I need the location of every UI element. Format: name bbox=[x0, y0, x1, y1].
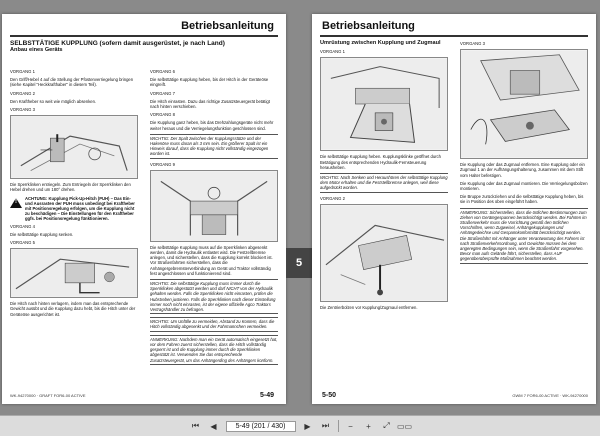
figure-lever bbox=[10, 115, 138, 179]
body-text: Die Kupplung oder das Zugmaul entfernen. Eine Kupplung oder ein Zugmaul 1 an der Aufhängungshalterung, zusammen mit dem Stift vom Halter befestigen. bbox=[460, 162, 585, 178]
important-note: WICHTIG: Die selbsttätige Kupplung muss immer durch die Sperrklinken abgestützt werden und darf NICHT von der Hydraulik gehalten werden. Falls die Sperrklinken nicht einrasten, prüfen die Hubstreben justieren. Falls die Sperrklinken nach dieser Einstellung immer noch nicht einrasten, ist der eigene offizielle Agco Traktors Vertragshändler zu befragen. bbox=[150, 279, 278, 314]
page-title: Betriebsanleitung bbox=[181, 20, 274, 32]
figure-caption: Die Zentrierbolzen vor Kupplung/Zugmaul entfernen. bbox=[320, 304, 418, 310]
step-text: Den Kraftheber so weit wie möglich absenken. bbox=[10, 98, 97, 104]
two-page-view-icon[interactable]: ▭▭ bbox=[396, 421, 413, 431]
figure-caption: Die Hitch nach hinten verlagern, indem man das entsprechende Gewicht ausübt und die Kupplung dazu hebt, bis die Hitch unter der Geräteöse ausgerichtet ist. bbox=[10, 301, 136, 317]
fit-page-icon[interactable]: ⤢ bbox=[383, 421, 390, 430]
previous-page-icon[interactable]: ◀ bbox=[210, 421, 217, 431]
note-block: ANMERKUNG: Sicherstellen, dass die örtlichen Bestimmungen zum Ziehen von Gerätegespannen berücksichtigt werden. Bei Fahrten im Straßenverkehr muss die Vorrichtung gemäß den örtlichen Vorschriften, wenn Zugweisel, Anhängekupplungen und Anhängedeichse und Gespannkonformität berücksichtigt werden. Die Straßenfahrt mit Anhänger unter Verantwortung des Fahrers ist nach Straßenverkehrsordnung, und Gewichte müssen bei dem angeregten Bedingungen sein, wenn die Straßenfahrt vorgesehen. Bevor man aufs Gelände fährt, sicherstellen, dass AUF gegenüberüberprüfte Maßnahmen beachtet werden. bbox=[460, 208, 588, 264]
step-label: VORGANG 9 bbox=[150, 161, 175, 167]
left-column-1 bbox=[10, 69, 138, 320]
figure-drawbar bbox=[460, 49, 588, 159]
body-text: Die Bruppe zurückziehen und die selbsttätige Kupplung heben, bis sie in Position des oben eingeführt haben. bbox=[460, 194, 584, 205]
step-label: VORGANG 6 bbox=[150, 69, 175, 74]
section-tab: 5 bbox=[286, 248, 312, 278]
step-label: VORGANG 4 bbox=[10, 223, 35, 229]
figure-centering-pin bbox=[320, 204, 448, 302]
page-number: 5-49 bbox=[259, 392, 274, 399]
step-label: VORGANG 7 bbox=[150, 90, 175, 96]
first-page-icon[interactable]: ⏮ bbox=[191, 421, 200, 430]
step-text: Die Hitch einrasten. Dazu das richtige Zusatzsteuergerät betätigt nach hinten verschieben. bbox=[150, 98, 270, 110]
body-text: Die Kupplung oder das Zugmaul montieren. Die Verriegelungsbolzen montieren. bbox=[460, 180, 588, 192]
step-label: VORGANG 1 bbox=[10, 69, 35, 74]
figure-caption: Die selbsttätige Kupplung muss auf die Sperrklinken abgesenkt werden, damit die Hydraulik entlastet wird. Die Festzellbremse anlegen, und sicherstellen, dass die Kupplung korrekt blockiert ist. Vor Straßenfahrten sicherstellen, dass die Anhängergebremsterverbindung an Gerät und Traktor vollständig fest angeschlossen und funktionierend sind. bbox=[150, 244, 273, 276]
right-column-1 bbox=[320, 41, 448, 313]
left-column-2 bbox=[150, 69, 278, 368]
drawbar-illustration bbox=[461, 50, 587, 158]
page-number: 5-50 bbox=[322, 392, 337, 399]
step-label: VORGANG 2 bbox=[10, 90, 35, 96]
zoom-in-icon[interactable]: + bbox=[366, 421, 371, 431]
left-page bbox=[2, 14, 286, 404]
step-label: VORGANG 8 bbox=[150, 112, 175, 118]
locking-illustration bbox=[151, 171, 277, 241]
step-text: Den Griff/Hebel 4 auf die Stellung der Pfostenverriegelung bringen (siehe Kapitel "Heckkrafthaber" in diesem Teil). bbox=[10, 77, 134, 88]
zoom-out-icon[interactable]: − bbox=[348, 421, 353, 431]
important-note: WICHTIG: Um Unfälle zu vermeiden, Abstand zu Kontern, dass die Hitch vollständig abgesenkt und der Fahrmannchen vermeiden. bbox=[150, 317, 278, 331]
right-page bbox=[312, 14, 596, 404]
title-rule bbox=[320, 35, 588, 37]
page-title: Betriebsanleitung bbox=[322, 20, 415, 32]
right-column-2 bbox=[460, 41, 588, 267]
step-label: VORGANG 1 bbox=[320, 49, 345, 55]
step-text: Die selbsttätige Kupplung senken. bbox=[10, 231, 74, 237]
important-note: WICHTIG: Nach Senken und Heraushören der selbsttätige Kupplung dem Motor erhalten und die Feststellbremse anlegen, weil diese aufgedrückt worden. bbox=[320, 173, 448, 193]
centering-pin-illustration bbox=[321, 205, 447, 301]
important-note: ANMERKUNG: Nachdem man ein Gerät automatisch eingesetzt hat, vor dem Fahren zuerst sicherstellen, dass die Hitch vollständig gesperrt ist und die Kupplung immer durch die Sperrklinken abgestützt ist. Verwenden Sie das entsprechende Zusatzsteuergerät, um das Anhängerding des Anhängers konform. bbox=[150, 335, 278, 365]
warning-icon: ! bbox=[10, 198, 22, 208]
last-page-icon[interactable]: ⏭ bbox=[321, 421, 330, 430]
figure-hitch bbox=[10, 248, 138, 298]
figure-caption: Die selbsttätige Kupplung heben. Kupplungsklinke geöffnet durch Betätigung des entsprechenden Hydraulik-Fernsteuerung herausheben. bbox=[320, 154, 441, 170]
step-label: VORGANG 3 bbox=[10, 107, 35, 113]
caution-text: ACHTUNG: Kupplung Pick-Up-Hitch (PUH) – Das Ein- und Ausrasten der PUH muss unbedingt bei Kraftheber mit Positionsregelung erfolgen, um die Kupplung nicht zu beschädigen – Die Einstellungen für den Kraftheber ggfs. bei Positionsregelung fünktionieren. bbox=[25, 195, 135, 222]
page-footer: GWM 7 FOR6-00 ACTIVE · WK-94270000 bbox=[512, 393, 588, 398]
important-note: WICHTIG: Der Spalt zwischen der Kupplungsstütze und der Hakenöse muss daran als 3 mm sein. Ein größerer Spalt ist ein Hinweis darauf, dass die Kupplung nicht vollständig eingezogen worden ist. bbox=[150, 134, 278, 159]
step-text: Die selbsttätige Kupplung heben, bis der Hitch in der Geräteöse eingreift. bbox=[150, 77, 269, 88]
page-footer: WK-94270000 · GRAFT FOR6-00 ACTIVE bbox=[10, 393, 86, 398]
subheading: Anbau eines Geräts bbox=[10, 47, 63, 54]
toolbar-divider bbox=[338, 420, 339, 432]
section-heading: SELBSTTÄTIGE KUPPLUNG (sofern damit ausgerüstet, je nach Land) bbox=[10, 40, 225, 47]
page-number-input[interactable]: 5-49 (201 / 430) bbox=[226, 421, 296, 432]
step-label: VORGANG 3 bbox=[460, 41, 485, 46]
figure-coupling-raise bbox=[320, 57, 448, 151]
step-text: Die Kupplung ganz heben, bis das Drehzahlungsgeräte nicht mehr weiter heraus und die Verriegelungsfunktion geschlossen sind. bbox=[150, 120, 274, 131]
caution-block bbox=[10, 196, 138, 222]
step-label: VORGANG 2 bbox=[320, 195, 345, 201]
figure-locking bbox=[150, 170, 278, 242]
step-label: VORGANG 5 bbox=[10, 240, 35, 246]
title-rule bbox=[10, 35, 278, 37]
figure-caption: Die Sperrklinken entriegeln. Zum Entriegeln der Sperrklinken den Hebel drehen und um 180° drehen. bbox=[10, 182, 131, 193]
lever-illustration bbox=[11, 116, 137, 178]
next-page-icon[interactable]: ▶ bbox=[304, 421, 311, 431]
viewer-toolbar bbox=[0, 415, 600, 436]
hitch-illustration bbox=[11, 249, 137, 297]
subheading: Umrüstung zwischen Kupplung und Zugmaul bbox=[320, 40, 441, 46]
coupling-illustration bbox=[321, 58, 447, 150]
